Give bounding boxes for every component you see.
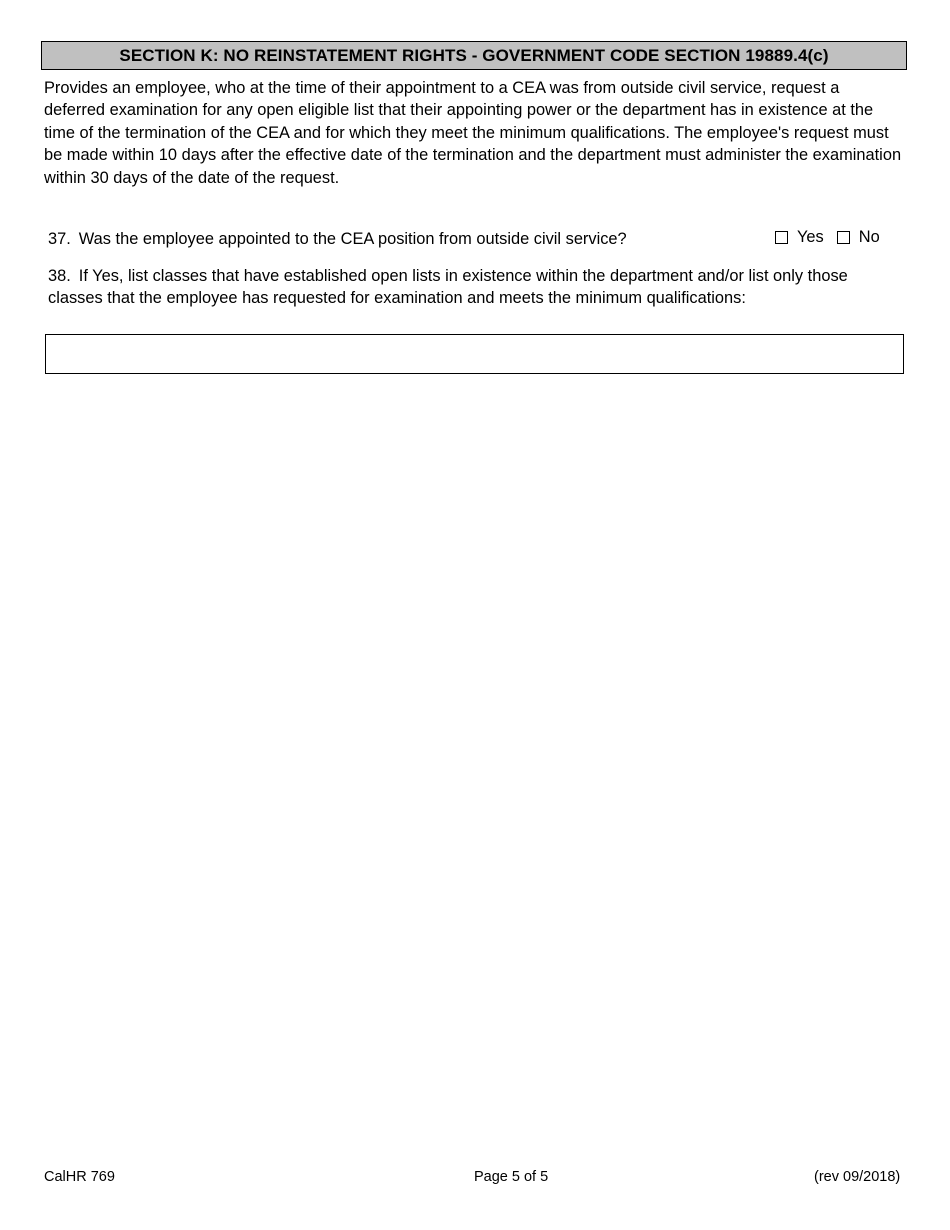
section-intro-text: Provides an employee, who at the time of their appointment to a CEA was from outside civil service, request a deferred examination for any open eligible list that their appointing power or the department has in existence at the time of the termination of the CEA and for which they meet the minimum qualifications. The employee's request must be made within 10 days after the effective date of the termination and the department must administer the examination within 30 days of the date of the request. [44, 79, 902, 187]
no-checkbox[interactable] [837, 231, 850, 244]
no-label: No [858, 228, 880, 246]
section-k-header [41, 41, 907, 70]
question-38 [48, 265, 904, 310]
revision-date: (rev 09/2018) [814, 1169, 901, 1185]
question-38-answer-field[interactable] [45, 334, 904, 374]
form-id: CalHR 769 [44, 1169, 115, 1185]
question-37-options [775, 226, 880, 248]
section-title: SECTION K: NO REINSTATEMENT RIGHTS - GOVERNMENT CODE SECTION 19889.4(c) [119, 45, 829, 65]
question-37 [48, 228, 768, 250]
yes-checkbox[interactable] [775, 231, 788, 244]
question-38-text: If Yes, list classes that have established open lists in existence within the department and/or list only those classes that the employee has requested for examination and meets the minimum qualifications: [48, 267, 848, 308]
question-37-text: Was the employee appointed to the CEA position from outside civil service? [78, 230, 627, 248]
page-number: Page 5 of 5 [474, 1169, 549, 1185]
question-37-number: 37. [48, 230, 71, 248]
question-38-number: 38. [48, 267, 71, 285]
yes-label: Yes [797, 228, 824, 246]
